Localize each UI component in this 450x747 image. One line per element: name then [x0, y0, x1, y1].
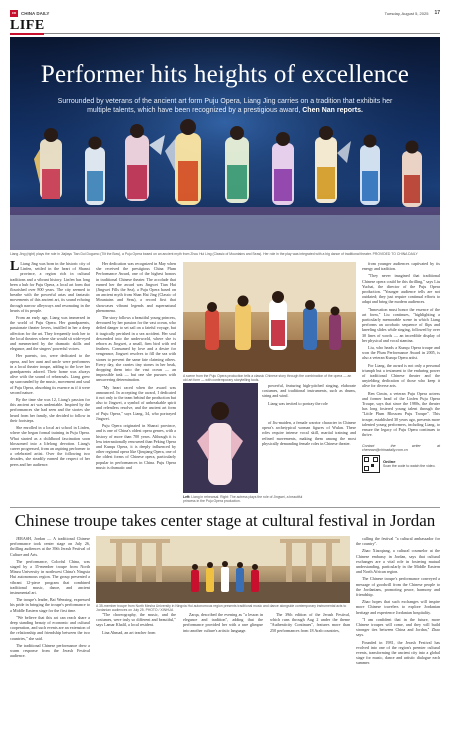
- feature-column-3: [262, 383, 356, 408]
- story2-headline: Chinese troupe takes center stage at cultural festival in Jordan: [14, 511, 436, 530]
- story2-column-2: [96, 612, 176, 637]
- paragraph: Zhao hopes that such exchanges will inspire more Chinese travelers to explore Jordanian heritage and experience Jordanian hospitality.: [356, 599, 440, 615]
- paragraph: Her parents, too, were dedicated to the opera, and her aunt and uncle were performers in a local theater troupe, adding to the love her grandparents adored. Their home was always alive with the sound of rehearsals. Liang grew up surrounded by the music, movement and soul of Puju Opera, absorbing its essence as if it were second nature.: [10, 353, 90, 395]
- paragraph: Zarqa, described the evening as "a lesson in elegance and tradition", adding that the performance provided her with a rare glimpse into another culture's artistic language.: [183, 612, 263, 633]
- paragraph: "They never imagined that traditional Chinese opera could be this thrilling," says Liu Yuchai, the director of the Puju Opera production. "Younger audience tells are not outdated; they just require continual efforts to adapt and bring the modern audiences.: [362, 273, 440, 305]
- feature-deck: [50, 97, 400, 115]
- issue-date: Tuesday, August 5, 2025: [384, 10, 429, 16]
- paragraph: Founded in 1981, the Jerash Festival has evolved into one of the region's premier cultural events, transforming the ancient city into a global stage for music, dance and artistic dialogue each summer.: [356, 639, 440, 666]
- paragraph: Lina Ahmad, an art teacher from: [102, 629, 156, 635]
- lead-text: Liang Jing was born in the historic city of Linfen, settled in the heart of Shanxi province, a region rich in cultural traditions and a vibrant history. Linfen has long been a hub for Puju Opera, a local art form that flourished over 800 years. The city seemed to breathe with the powerful arias and fantastic movements of this ancient art, its sound echoing through narrow alleyways and resonating in the hearts of its people.: [10, 261, 90, 313]
- paragraph: "Innovation must honor the essence of the art form," Liu continues, "highlighting a particularly memorable scene in which Liang performs an acrobatic sequence of flips and kneeling slides while singing, followed by over 30 lines of words — an incredible display of her physical and vocal stamina.: [362, 306, 440, 343]
- jerash-photo-caption: A 35-member troupe from North Mesha University in Ningxia Hui autonomous region presents traditional music and dance alongside contemporary instrumental acts to Jordanian audiences on July 25. PHOTO / XINHUA: [96, 604, 347, 613]
- online-instructions: Scan the code to watch the video.: [383, 464, 436, 469]
- story2-column-3: [183, 612, 263, 635]
- paragraph: from younger audiences captivated by its energy and tradition.: [362, 261, 440, 272]
- paragraph: Her dedication was recognized in May when she received the prestigious China Plum Performance Award, one of the highest honors in traditional Chinese theater. The accolade that earned her the award was Jingwei Tian Hai (Jingwei Fills the Sea), a Puju Opera based on an ancient myth from Shan Hai Jing (Classic of Mountains and Seas), a record first that showcases vibrant legends and supernatural phenomena.: [96, 261, 176, 313]
- paragraph: The performance, Colorful China, was staged by a 35-member troupe from North Minzu University in northwest China's Ningxia Hui autonomous region. The group presented a vibrant 12-piece program that combined traditional music, dance, and ancient instrumental art.: [10, 558, 90, 596]
- paragraph: Liu, who heads a Kunqu Opera troupe and won the Plum Performance Award in 2005, is also a veteran Kunqu Opera artist.: [362, 345, 440, 361]
- paragraph: "We believe that this art can reach share a deep standing beauty of economic and cultural cooperation, and such events are an extension of the relationship and friendship between the two countries," she said.: [10, 614, 90, 641]
- paragraph: The Chinese troupe's performance conveyed a message of goodwill from the Chinese people to the Jordanians, promoting peace, harmony and friendship.: [356, 576, 440, 598]
- lead-paragraph: [10, 261, 90, 313]
- paragraph: calling the festival "a cultural ambassador for the country".: [356, 536, 440, 547]
- story2-column-1: [10, 536, 90, 660]
- caption-text: Liang in rehearsal. Right: The actress plays the role of Jingwei, a beautiful princess in the Puju Opera production.: [183, 495, 303, 504]
- online-title: Online: [383, 459, 396, 465]
- paragraph: "My heart raced when the award was announced. In accepting the award, I dedicated it not only to the team behind the production but also to Jingwei, a symbol of unbreakable spirit and relentless resolve, and the ancient art form of Puju Opera," says Liang, 34, who portrayed Jingwei.: [96, 384, 176, 421]
- story2-column-5: [356, 536, 440, 668]
- rehearsal-illustration: [183, 383, 258, 493]
- online-video-box: [362, 455, 440, 473]
- byline: Chen Nan reports.: [302, 107, 363, 114]
- rehearsal-caption: [183, 495, 303, 504]
- paragraph: of Jiu-maiden, a female warrior character in Chinese opera's archetypical woman figures of Wulan. These roles require intense vocal skill, martial training and refined movements, making them among the most physically demanding female roles in Chinese theater.: [262, 420, 356, 446]
- paragraph: Liang was invited to portray the role: [268, 400, 328, 406]
- paragraph: The troupe's leader, Bai Wenxing, expressed his pride in bringing the troupe's performance to a Middle Eastern stage for the first time.: [10, 597, 90, 613]
- caption-lead: Left:: [183, 495, 191, 499]
- drop-cap: L: [10, 259, 20, 274]
- paragraph: For Liang, the award is not only a personal triumph but a testament to the enduring power of traditional Chinese theater and the unyielding dedication of those who keep it alive for diverse arts.: [362, 362, 440, 389]
- paragraph: powerful, featuring high-pitched singing, elaborate costumes, and traditional instruments, such as drums, string and wind.: [262, 383, 356, 399]
- paragraph: Ren Cimin, a veteran Puju Opera actress and former head of the Linfen Puju Opera Troupe, says that since the 1980s, the theater has long fostered young talent through the "Little Plum Blossom Puju Troupe". This troupe, established 30 years ago, presents more talented young performers, including Liang, to ensure the legacy of Puju Opera continues to thrive.: [362, 390, 440, 438]
- rehearsal-photo: [183, 383, 258, 493]
- paragraph: Zhao Xiaoqiang, a cultural counselor at the Chinese embassy in Jordan, says that cultural exchanges are a vital role in fostering mutual understanding, particularly in the Middle Eastern and North African region.: [356, 548, 440, 575]
- qr-code-icon[interactable]: [362, 455, 380, 473]
- paragraph: From an early age, Liang was immersed in the world of Puju Opera. Her grandparents, passionate theater lovers, instilled in her a deep affection for the art. They frequently took her to the local theaters where she would sit wide-eyed and mesmerized by the dramatic skills and elegance, and the singers' powerful voices.: [10, 315, 90, 352]
- hero-caption: Liang Jing (right) plays the role in Jiajiayu Tian Dui Dugumo (Tilt the Bow), a Puju Opera based on an ancient myth from Zhou Hui Ling (Classic of Mountains and Seas). Her role in the play was integrated with a big dance of traditional theater. PROVIDED TO CHINA DAILY: [10, 252, 418, 256]
- jerash-ruins-illustration: [96, 536, 350, 603]
- paragraph: The 39th edition of the Jerash Festival, which runs through Aug 2 under the theme "Authenticity Continues", features more than 250 performances from 18 Arab countries,: [270, 612, 350, 633]
- paragraph: "The choreography, the music, and the costumes, were truly so different and beautiful," says Lamar Khalil, a local resident.: [96, 612, 176, 628]
- writer-contact: Contact the writer at chennan@chinadaily.com.cn: [362, 443, 440, 452]
- page-number: 17: [434, 10, 440, 16]
- story-divider: [10, 507, 440, 508]
- feature-column-4: [262, 420, 356, 448]
- stage-scene-illustration: [183, 262, 356, 372]
- hero-photo: [10, 37, 440, 250]
- paragraph: Puju Opera originated in Shanxi province, and is one of China's oldest opera genres, with a history of more than 700 years. Although it is less internationally renowned than Peking Opera and Kunqu Opera, it is deeply influenced by other regional opera like Qinqiang Opera, one of the oldest forms of Chinese opera, particularly popular in performances in China. Puju Opera music is dramatic and: [96, 423, 176, 470]
- paragraph: The story follows a beautiful young princess, devoured by her passion for the vast ocean, who defied danger to set sail on a fateful voyage, but it tragically perished in a sea accident. Her soul descended into the underworld, where she is reborn as Jingwei, a small, firm bird with red feathers. Consumed by love and a desire for vengeance, Jingwei resolves to fill the sea with stones to prevent the same fate claiming others. Every day, she carries tiny stones in her beak, dropping them into the vast ocean — an impossible task — but one she pursues with unwavering determination.: [96, 315, 177, 383]
- paragraph: JERASH, Jordan — A traditional Chinese performance took center stage on July 26, thrilling audiences at the 39th Jerash Festival of Culture and Arts.: [10, 536, 90, 557]
- stage-scene-photo: [183, 262, 356, 372]
- newspaper-logo-icon: CD: [11, 11, 17, 15]
- paragraph: By the time she was 12, Liang's passion for this ancient art was undeniable. Inspired by the performances she had seen and the stories she heard from her family, she decided to follow in their footsteps.: [10, 397, 90, 423]
- jerash-performance-photo: [96, 536, 350, 603]
- feature-column-5: [362, 261, 440, 473]
- section-header: [10, 20, 440, 34]
- feature-column-1: [10, 261, 90, 469]
- stage-scene-caption: A scene from the Puju Opera production tells a classic Chinese story through the combination of the opera — an old art form — with contemporary storytelling tools.: [183, 374, 352, 383]
- feature-headline: Performer hits heights of excellence: [40, 61, 410, 88]
- masthead: [10, 8, 440, 18]
- feature-column-2: [96, 261, 176, 472]
- story2-column-4: [270, 612, 350, 635]
- paragraph: She enrolled in a local art school in Linfen, where she began formal training in Puju Opera. What started as a childhood fascination soon blossomed into a lifelong devotion. Liang's career progressed, from an aspiring performer to a celebrated artist. Over the following two decades, she steadily earned the respect of her peers and her audience.: [10, 425, 90, 467]
- paragraph: "I am confident that in the future, more Chinese troupes will come, and they will build stronger ties between China and Jordan," Zhao says.: [356, 616, 440, 638]
- online-label: [383, 460, 436, 469]
- paragraph: The traditional Chinese performance drew a warm response from the Jerash Festival audience.: [10, 642, 90, 659]
- section-title: LIFE: [10, 18, 45, 33]
- deck-text: Surrounded by veterans of the ancient art form Puju Opera, Liang Jing carries on a tradition that exhibits her multiple talents, which have been recognized by a prestigious award,: [57, 98, 393, 114]
- section-accent-rule: [10, 33, 44, 35]
- newspaper-name: CHINA DAILY: [21, 10, 50, 16]
